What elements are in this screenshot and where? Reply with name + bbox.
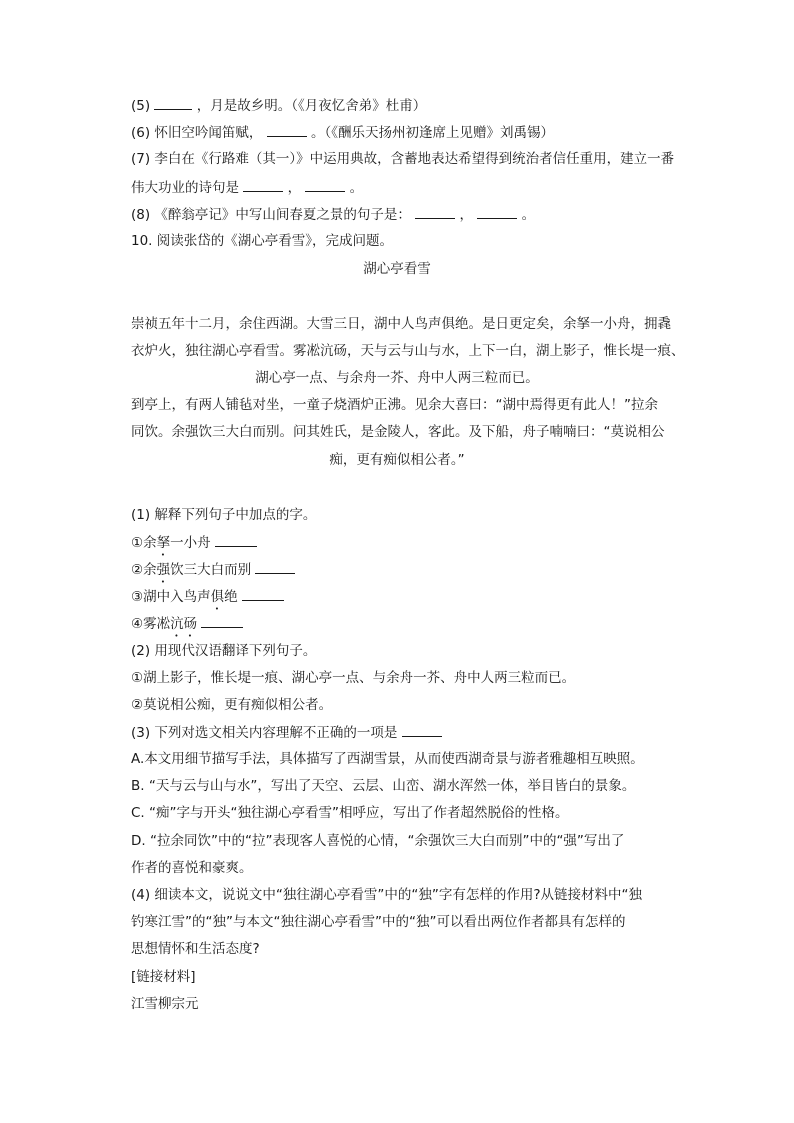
sub-question-2-a: ①湖上影子，惟长堤一痕、湖心亭一点、与余舟一芥、舟中人两三粒而已。: [131, 670, 576, 686]
item-6-source: 。（《酬乐天扬州初逢席上见赠》刘禹锡）: [306, 125, 555, 141]
option-d-line1: D. “拉余同饮”中的“拉”表现客人喜悦的心情，“余强饮三大白而别”中的“强”写出了: [131, 833, 625, 849]
sub-question-2-b: ②莫说相公痴，更有痴似相公者。: [131, 697, 333, 713]
sentence-text: 饮三大白而别: [170, 562, 256, 578]
separator: ，: [283, 180, 306, 196]
sub-question-4-line3: 思想情怀和生活态度?: [131, 941, 260, 957]
answer-blank[interactable]: [402, 722, 442, 737]
sentence-text: 一小舟: [170, 535, 215, 551]
separator: ，: [455, 207, 478, 223]
passage-p1-line3: 湖心亭一点、与余舟一芥、舟中人两三粒而已。: [255, 370, 539, 386]
option-a: A.本文用细节描写手法，具体描写了西湖雪景，从而使西湖奇景与游者雅趣相互映照。: [131, 751, 644, 767]
sub-question-4-line2: 钓寒江雪”的“独”与本文“独往湖心亭看雪”中的“独”可以看出两位作者都具有怎样的: [131, 914, 626, 930]
passage-title: 湖心亭看雪: [363, 261, 431, 277]
answer-blank[interactable]: [243, 177, 283, 192]
answer-blank[interactable]: [415, 204, 455, 219]
sub-question-4-line1: (4) 细读本文，说说文中“独往湖心亭看雪”中的“独”字有怎样的作用?从链接材料中“独: [131, 887, 643, 903]
item-5-number: (5): [131, 98, 155, 114]
answer-blank[interactable]: [477, 204, 517, 219]
answer-blank[interactable]: [154, 95, 192, 110]
q10-intro: 10. 阅读张岱的《湖心亭看雪》，完成问题。: [131, 233, 394, 249]
end-mark: 。: [345, 180, 364, 196]
answer-blank[interactable]: [255, 559, 295, 574]
sub-question-1-c: [131, 586, 284, 613]
passage-p1-line2: 衣炉火，独往湖心亭看雪。雾凇沆砀，天与云与山与水，上下一白，湖上影子，惟长堤一痕、: [131, 343, 685, 359]
item-8-text: (8) 《醉翁亭记》中写山间春夏之景的句子是：: [131, 207, 416, 223]
sub-question-1-heading: (1) 解释下列句子中加点的字。: [131, 507, 317, 523]
dotted-character: 拏: [156, 535, 171, 551]
link-material-title: 江雪柳宗元: [131, 996, 199, 1012]
dotted-character: 强: [156, 562, 171, 578]
item-5-text: ，月是故乡明。（《月夜忆舍弟》杜甫）: [192, 98, 427, 114]
dotted-character: 沆砀: [170, 616, 198, 632]
item-7-text: 伟大功业的诗句是: [131, 180, 244, 196]
sub-question-1-a: [131, 532, 257, 559]
question-text: (3) 下列对选文相关内容理解不正确的一项是: [131, 725, 402, 741]
option-c: C. “痴”字与开头“独往湖心亭看雪”相呼应，写出了作者超然脱俗的性格。: [131, 805, 569, 821]
sentence-text: ③湖中入鸟声: [131, 589, 211, 605]
option-b: B. “天与云与山与水”，写出了天空、云层、山峦、湖水浑然一体，举目皆白的景象。: [131, 778, 636, 794]
passage-p2-line3: 痴，更有痴似相公者。”: [329, 452, 465, 468]
sentence-text: ②余: [131, 562, 157, 578]
sub-question-1-d: [131, 613, 243, 640]
q9-item-8: [131, 204, 535, 225]
passage-p2-line2: 同饮。余强饮三大白而别。问其姓氏，是金陵人，客此。及下船，舟子喃喃曰：“莫说相公: [131, 424, 665, 440]
end-mark: 。: [517, 207, 536, 223]
dotted-character: 俱: [210, 589, 225, 605]
q9-item-7-line1: (7) 李白在《行路难（其一）》中运用典故，含蓄地表达希望得到统治者信任重用，建立一番: [131, 151, 675, 167]
answer-blank[interactable]: [201, 613, 243, 628]
answer-blank[interactable]: [242, 586, 284, 601]
passage-p1-line1: 崇祯五年十二月，余住西湖。大雪三日，湖中人鸟声俱绝。是日更定矣，余拏一小舟，拥毳: [131, 316, 671, 332]
sentence-text: ④雾凇: [131, 616, 171, 632]
sub-question-3-heading: [131, 722, 442, 743]
answer-blank[interactable]: [305, 177, 345, 192]
item-6-text: (6) 怀旧空吟闻笛赋，: [131, 125, 267, 141]
q9-item-5: [131, 95, 426, 116]
q9-item-6: [131, 122, 554, 143]
q9-item-7-line2: [131, 177, 363, 198]
sub-question-1-b: [131, 559, 295, 586]
sentence-text: 绝: [224, 589, 242, 605]
link-material-heading: [链接材料]: [131, 969, 196, 985]
answer-blank[interactable]: [267, 122, 307, 137]
answer-blank[interactable]: [215, 532, 257, 547]
sentence-text: ①余: [131, 535, 157, 551]
sub-question-2-heading: (2) 用现代汉语翻译下列句子。: [131, 643, 317, 659]
option-d-line2: 作者的喜悦和豪爽。: [131, 860, 253, 876]
passage-p2-line1: 到亭上，有两人铺毡对坐，一童子烧酒炉正沸。见余大喜曰：“湖中焉得更有此人！”拉余: [131, 397, 658, 413]
